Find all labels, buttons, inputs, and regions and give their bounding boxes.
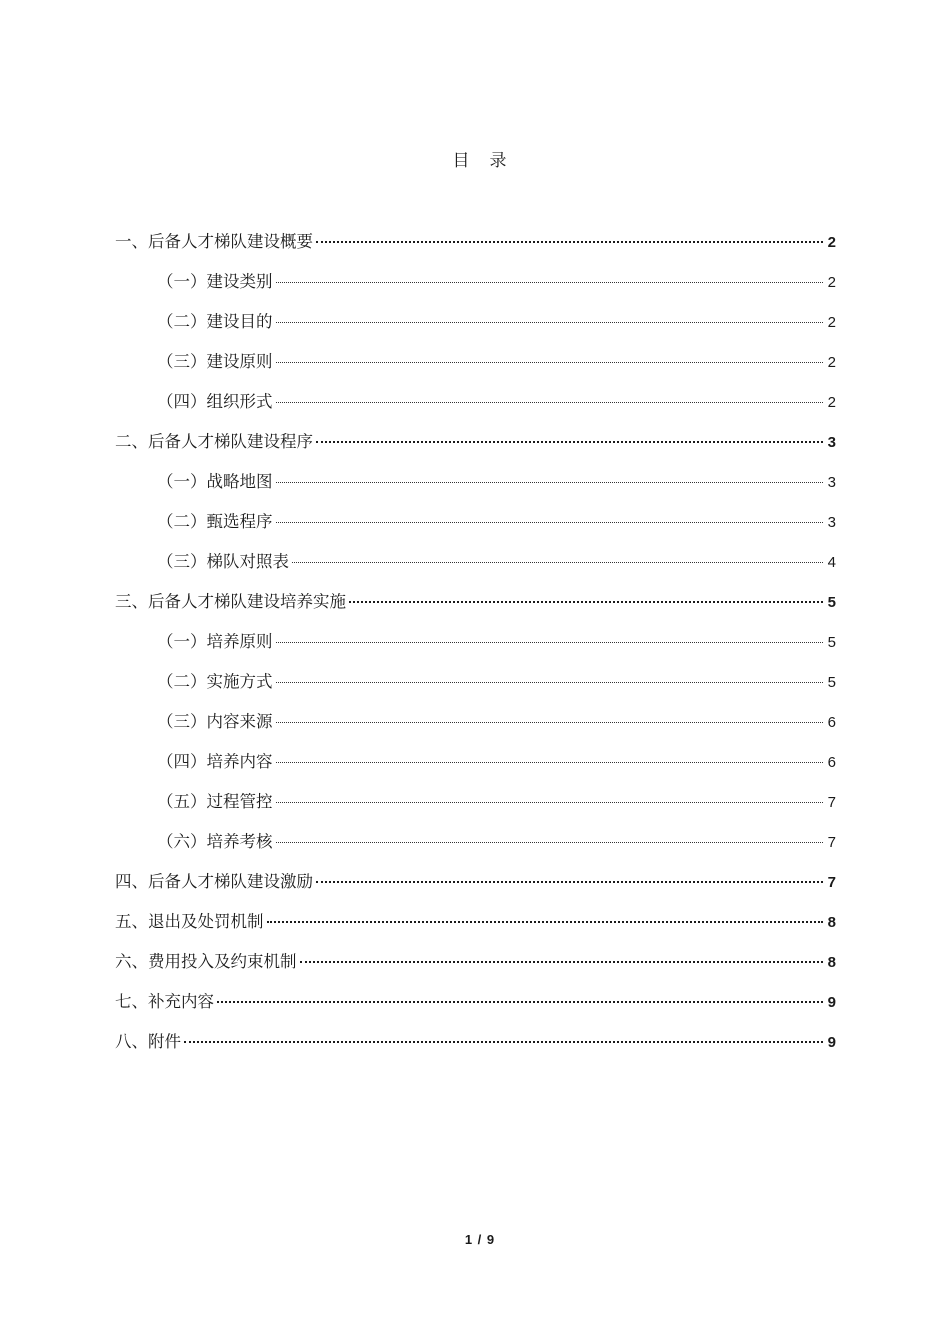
toc-dot-leader — [300, 961, 824, 963]
toc-entry[interactable] — [115, 942, 836, 982]
toc-list — [115, 222, 836, 1062]
toc-entry-page-number: 8 — [827, 914, 836, 931]
toc-dot-leader — [276, 802, 824, 803]
toc-entry-page-number: 6 — [827, 754, 836, 771]
page-number: 1 / 9 — [464, 1232, 496, 1247]
toc-entry[interactable] — [115, 742, 836, 782]
toc-entry[interactable] — [115, 222, 836, 262]
toc-entry-label: 二、后备人才梯队建设程序 — [115, 432, 313, 451]
toc-entry-page-number: 7 — [827, 794, 836, 811]
toc-entry-page-number: 6 — [827, 714, 836, 731]
toc-entry-page-number: 4 — [827, 554, 836, 571]
toc-entry-page-number: 8 — [827, 954, 836, 971]
toc-entry[interactable] — [115, 782, 836, 822]
toc-entry-label: 三、后备人才梯队建设培养实施 — [115, 592, 346, 611]
toc-entry-page-number: 2 — [827, 354, 836, 371]
toc-entry-page-number: 5 — [827, 674, 836, 691]
toc-entry-label: （六）培养考核 — [157, 832, 273, 851]
toc-entry-page-number: 2 — [827, 234, 836, 251]
toc-entry[interactable] — [115, 862, 836, 902]
toc-entry[interactable] — [115, 702, 836, 742]
toc-entry[interactable] — [115, 622, 836, 662]
toc-entry-page-number: 9 — [827, 994, 836, 1011]
toc-dot-leader — [276, 842, 824, 843]
toc-entry-label: （四）培养内容 — [157, 752, 273, 771]
toc-dot-leader — [217, 1001, 823, 1003]
toc-entry-label: （二）甄选程序 — [157, 512, 273, 531]
toc-entry-page-number: 3 — [827, 514, 836, 531]
toc-entry-label: （三）梯队对照表 — [157, 552, 289, 571]
toc-entry[interactable] — [115, 822, 836, 862]
toc-entry-label: 一、后备人才梯队建设概要 — [115, 232, 313, 251]
toc-entry-page-number: 7 — [827, 834, 836, 851]
toc-title: 目 录 — [452, 151, 508, 171]
toc-entry[interactable] — [115, 1022, 836, 1062]
toc-dot-leader — [316, 881, 823, 883]
toc-entry[interactable] — [115, 582, 836, 622]
toc-dot-leader — [276, 682, 824, 683]
toc-entry-page-number: 5 — [827, 594, 836, 611]
toc-entry-page-number: 7 — [827, 874, 836, 891]
toc-dot-leader — [276, 282, 824, 283]
toc-entry-page-number: 3 — [827, 474, 836, 491]
toc-dot-leader — [276, 362, 824, 363]
toc-dot-leader — [292, 562, 823, 563]
toc-dot-leader — [276, 722, 824, 723]
toc-entry-page-number: 3 — [827, 434, 836, 451]
toc-dot-leader — [276, 482, 824, 483]
toc-dot-leader — [276, 762, 824, 763]
toc-entry-label: （一）建设类别 — [157, 272, 273, 291]
toc-entry[interactable] — [115, 502, 836, 542]
toc-dot-leader — [316, 441, 823, 443]
toc-dot-leader — [276, 522, 824, 523]
toc-entry[interactable] — [115, 342, 836, 382]
toc-entry-label: （五）过程管控 — [157, 792, 273, 811]
toc-dot-leader — [316, 241, 823, 243]
toc-entry-page-number: 5 — [827, 634, 836, 651]
toc-entry-label: 五、退出及处罚机制 — [115, 912, 264, 931]
toc-entry-page-number: 2 — [827, 394, 836, 411]
toc-entry-page-number: 2 — [827, 274, 836, 291]
toc-dot-leader — [276, 402, 824, 403]
toc-dot-leader — [184, 1041, 823, 1043]
toc-entry[interactable] — [115, 422, 836, 462]
toc-entry-label: （三）内容来源 — [157, 712, 273, 731]
toc-entry-label: 四、后备人才梯队建设激励 — [115, 872, 313, 891]
toc-entry[interactable] — [115, 262, 836, 302]
toc-entry-label: （二）实施方式 — [157, 672, 273, 691]
toc-entry[interactable] — [115, 902, 836, 942]
toc-dot-leader — [267, 921, 824, 923]
toc-entry-page-number: 2 — [827, 314, 836, 331]
toc-entry[interactable] — [115, 982, 836, 1022]
toc-entry[interactable] — [115, 542, 836, 582]
toc-entry[interactable] — [115, 382, 836, 422]
toc-entry-label: （一）培养原则 — [157, 632, 273, 651]
toc-entry-label: 八、附件 — [115, 1032, 181, 1051]
toc-entry-label: 六、费用投入及约束机制 — [115, 952, 297, 971]
toc-entry-page-number: 9 — [827, 1034, 836, 1051]
toc-dot-leader — [276, 642, 824, 643]
toc-entry[interactable] — [115, 302, 836, 342]
toc-entry[interactable] — [115, 462, 836, 502]
toc-entry-label: （四）组织形式 — [157, 392, 273, 411]
toc-entry-label: 七、补充内容 — [115, 992, 214, 1011]
toc-dot-leader — [276, 322, 824, 323]
toc-entry-label: （三）建设原则 — [157, 352, 273, 371]
toc-entry-label: （一）战略地图 — [157, 472, 273, 491]
toc-entry-label: （二）建设目的 — [157, 312, 273, 331]
toc-entry[interactable] — [115, 662, 836, 702]
toc-dot-leader — [349, 601, 823, 603]
